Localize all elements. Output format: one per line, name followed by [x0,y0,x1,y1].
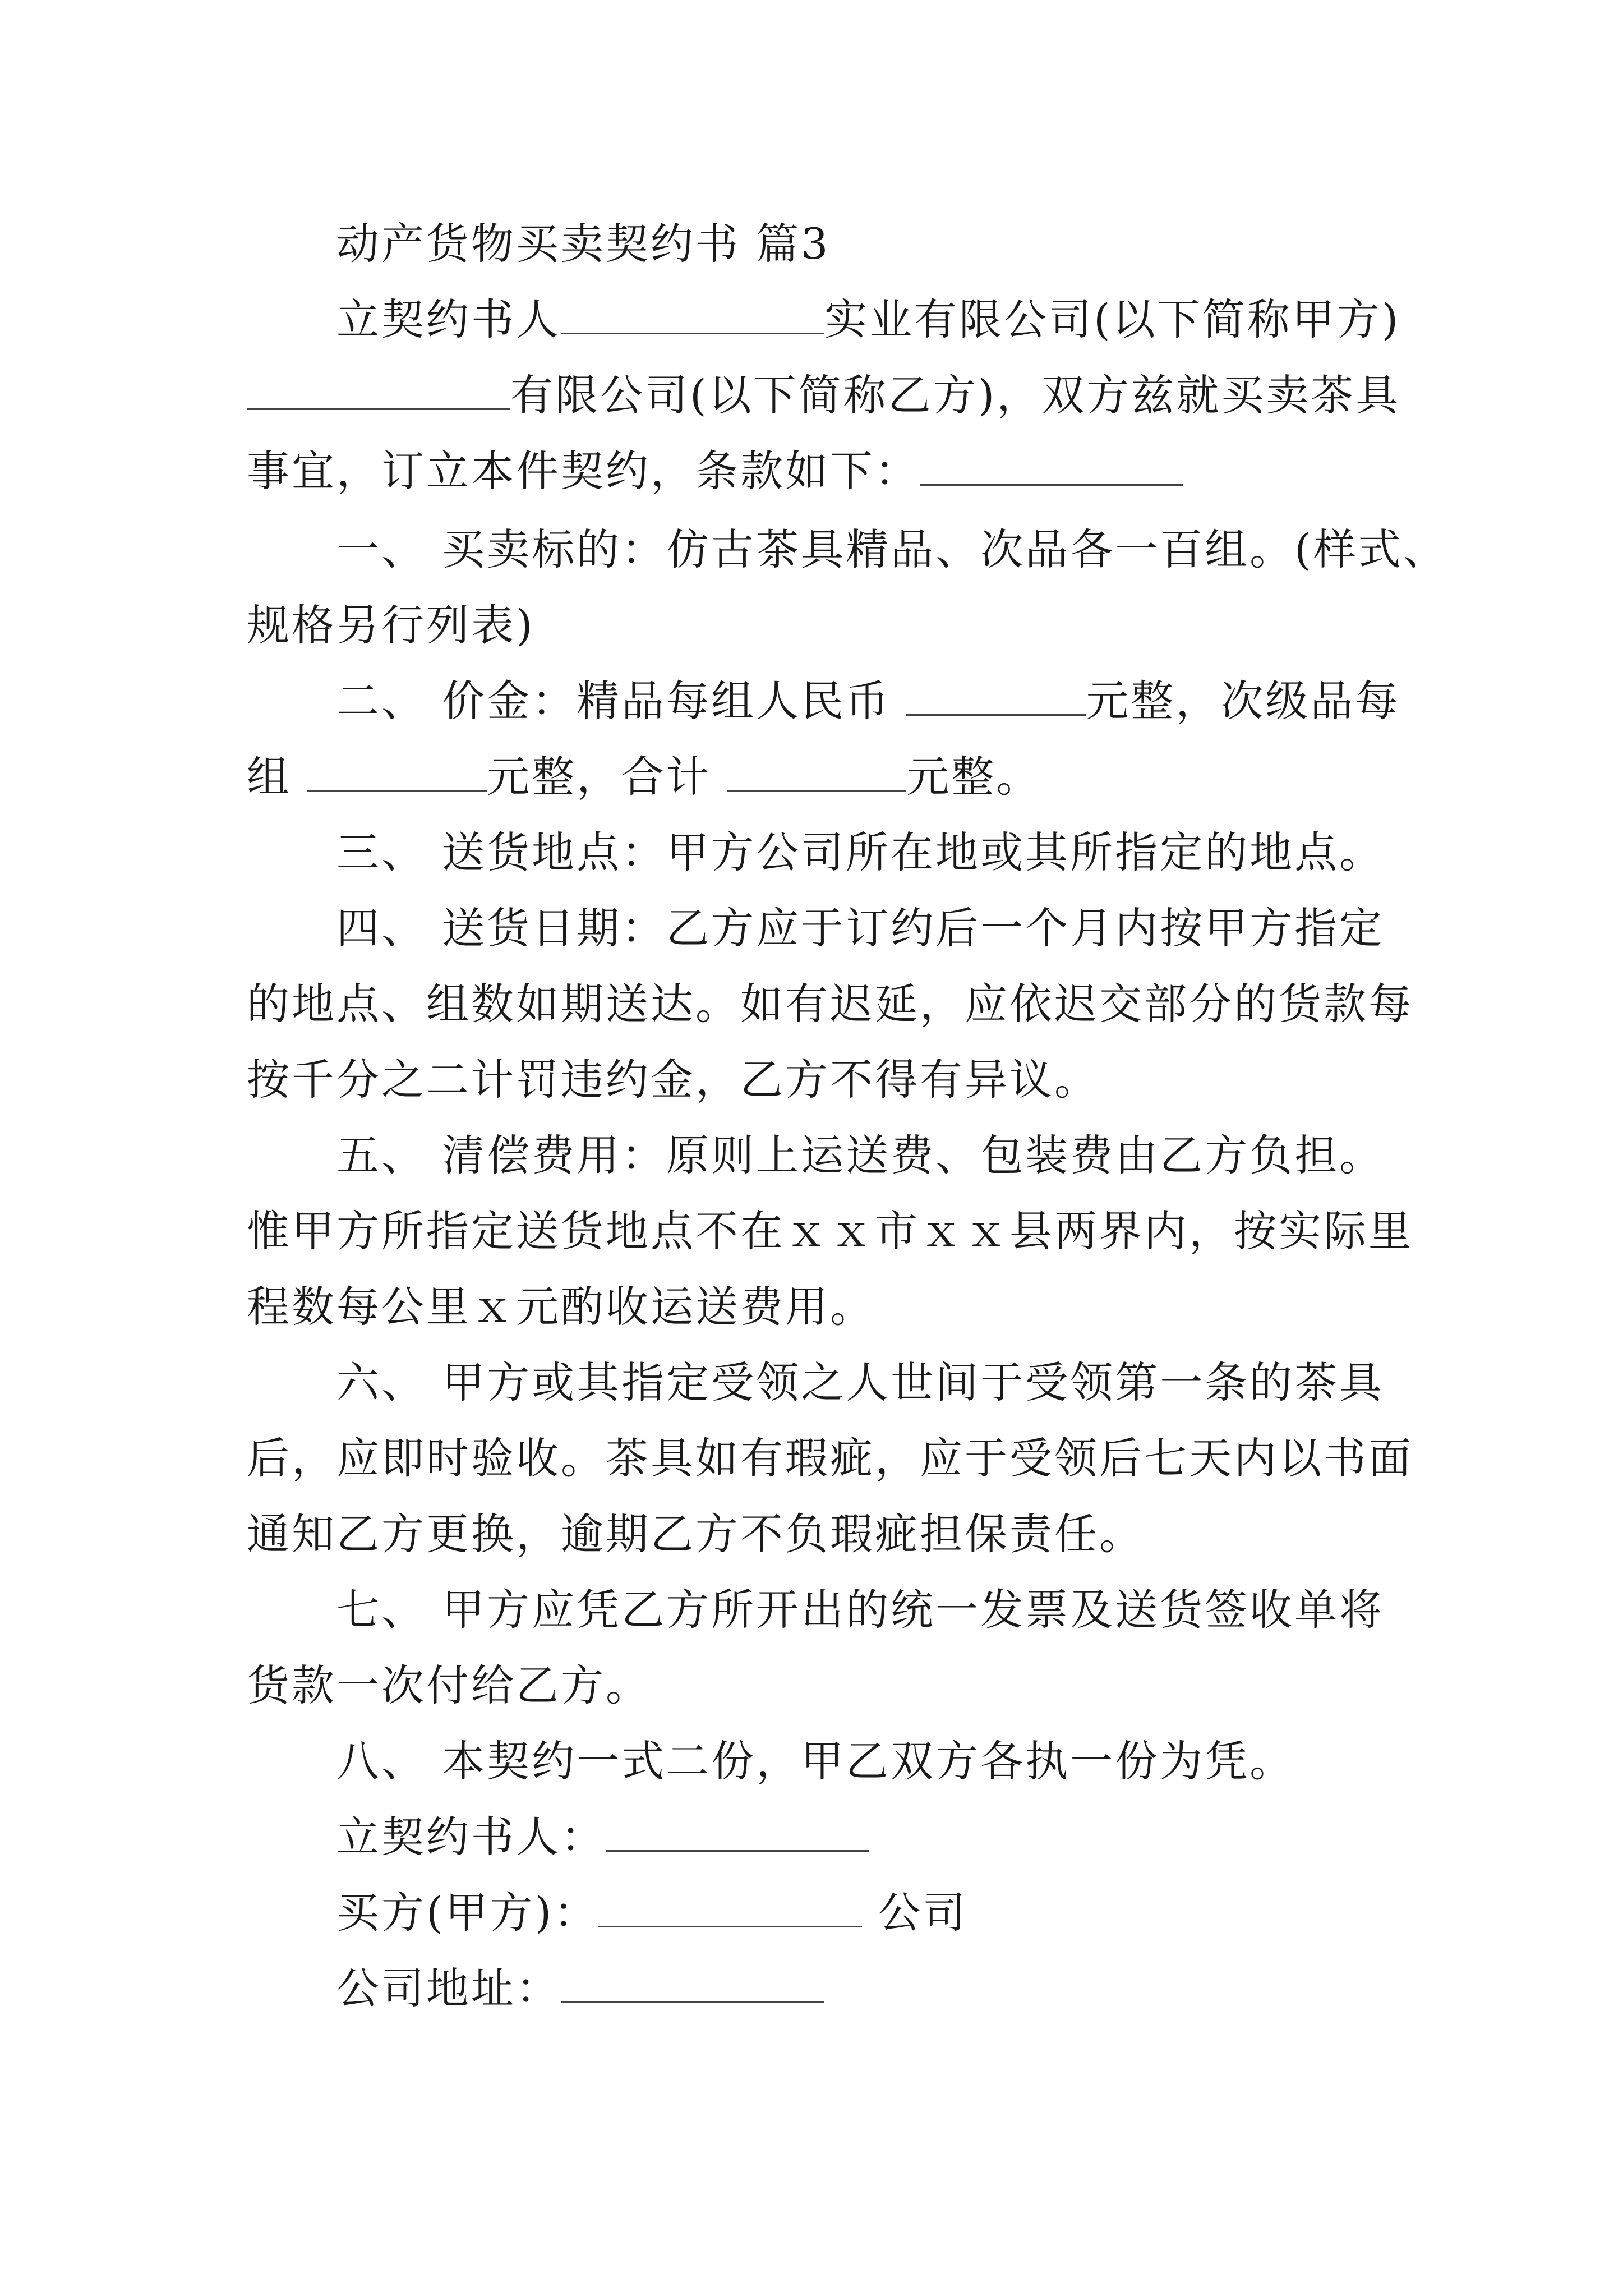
premium-price-blank [906,674,1086,716]
clause-4-line-3: 按千分之二计罚违约金，乙方不得有异议。 [247,1055,1099,1105]
clause-3-line-1: 三、 送货地点：甲方公司所在地或其所指定的地点。 [336,827,1385,877]
clause-7-line-1: 七、 甲方应凭乙方所开出的统一发票及送货签收单将 [336,1585,1385,1635]
clause-6-line-2: 后，应即时验收。茶具如有瑕疵，应于受领后七天内以书面 [247,1433,1413,1483]
clause-5-line-1: 五、 清偿费用：原则上运送费、包装费由乙方负担。 [336,1130,1385,1180]
intro-line-1 [336,292,1400,348]
signer-label: 立契约书人： [336,1812,606,1862]
buyer-suffix: 公司 [862,1888,968,1938]
buyer-blank [598,1885,862,1927]
intro-text: 事宜，订立本件契约，条款如下： [247,446,920,496]
clause-2-line-2 [247,749,1041,805]
clause-6-line-3: 通知乙方更换，逾期乙方不负瑕疵担保责任。 [247,1509,1144,1559]
clause-8-line-1: 八、 本契约一式二份，甲乙双方各执一份为凭。 [336,1736,1295,1786]
clause-5-line-2: 惟甲方所指定送货地点不在ｘｘ市ｘｘ县两界内，按实际里 [247,1206,1413,1256]
address-label: 公司地址： [336,1963,561,2013]
clause-4-line-1: 四、 送货日期：乙方应于订约后一个月内按甲方指定 [336,903,1385,953]
secondary-price-blank [307,749,487,792]
buyer-line [336,1885,967,1941]
document-title: 动产货物买卖契约书 篇3 [336,219,831,269]
clause-7-line-2: 货款一次付给乙方。 [247,1660,651,1710]
signer-line [336,1809,869,1865]
clause-6-line-1: 六、 甲方或其指定受领之人世间于受领第一条的茶具 [336,1358,1385,1407]
intro-text: 立契约书人 [336,295,561,344]
clause-text: 元整，次级品每 [1086,676,1400,726]
intro-text: 实业有限公司(以下简称甲方) [824,295,1401,344]
clause-text: 组 [247,752,308,802]
clause-text: 元整，合计 [487,752,727,802]
intro-line-3 [247,443,1183,499]
address-line [336,1961,824,2017]
clause-1-line-2: 规格另行列表) [247,600,535,650]
clause-1-line-1: 一、 买卖标的：仿古茶具精品、次品各一百组。(样式、 [336,524,1448,574]
clause-2-line-1 [336,673,1400,729]
party-b-name-blank [247,368,510,410]
party-a-name-blank [561,292,824,334]
clause-text: 元整。 [906,752,1041,802]
intro-text: 有限公司(以下简称乙方)，双方兹就买卖茶具 [510,370,1401,420]
signer-blank [606,1810,869,1852]
intro-blank [920,444,1183,486]
address-blank [561,1961,824,2003]
intro-line-2 [247,367,1400,424]
buyer-label: 买方(甲方)： [336,1888,599,1938]
clause-5-line-3: 程数每公里ｘ元酌收运送费用。 [247,1282,875,1332]
clause-4-line-2: 的地点、组数如期送达。如有迟延，应依迟交部分的货款每 [247,979,1413,1029]
clause-text: 二、 价金：精品每组人民币 [336,676,907,726]
total-price-blank [727,749,906,792]
